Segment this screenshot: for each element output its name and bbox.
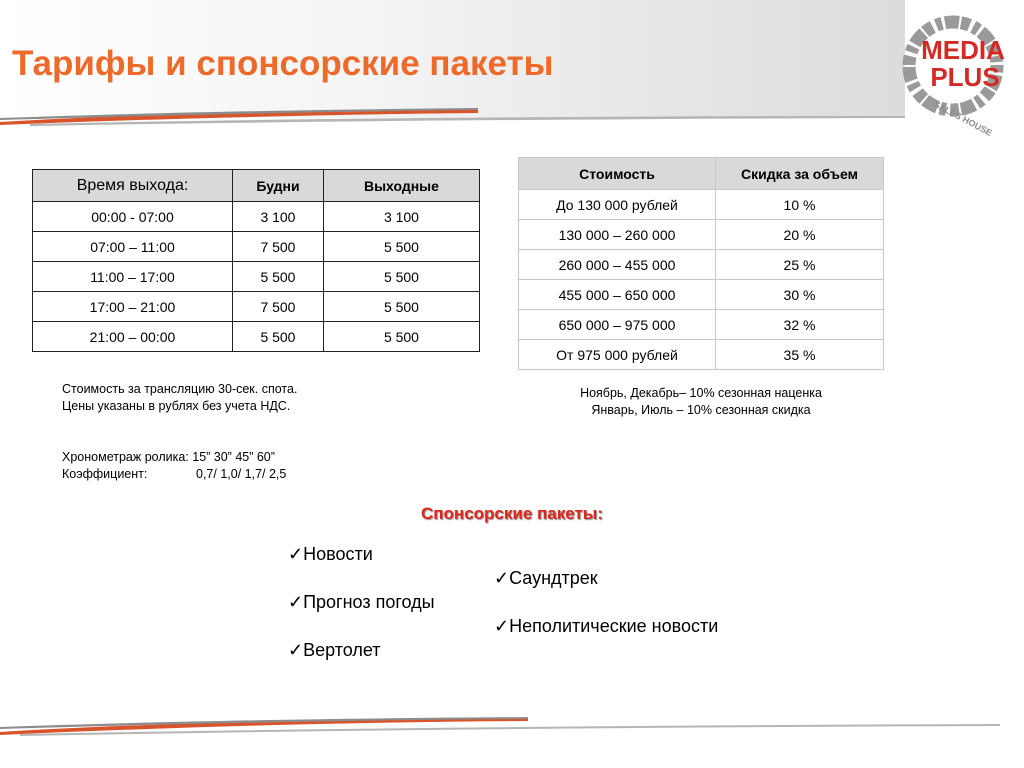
discount-header-row [519,158,884,190]
sponsor-item-soundtrack: ✓Саундтрек [494,568,598,588]
table-row [519,280,884,310]
header-swoosh [0,104,1024,128]
tariff-weekend-cell: 5 500 [323,292,479,322]
tariff-weekend-cell: 3 100 [323,202,479,232]
seasonal-notes [518,385,884,419]
footer-swoosh [0,712,1024,736]
tariff-time-cell: 07:00 – 11:00 [33,232,233,262]
table-row [519,190,884,220]
note-duration: Хронометраж ролика: 15” 30” 45” 60” [62,450,275,464]
discount-table [518,157,884,370]
tariff-weekday-cell: 5 500 [233,322,324,352]
tariff-header-time: Время выхода: [33,170,233,202]
sponsor-item-helicopter: ✓Вертолет [288,640,381,660]
note-coefficient-values: 0,7/ 1,0/ 1,7/ 2,5 [196,467,287,481]
discount-header-cost: Стоимость [519,158,716,190]
tariff-time-cell: 21:00 – 00:00 [33,322,233,352]
table-row [519,340,884,370]
tariff-weekday-cell: 3 100 [233,202,324,232]
price-notes [62,381,297,415]
tariff-weekday-cell: 5 500 [233,262,324,292]
duration-notes [62,449,286,483]
sponsor-item-weather: ✓Прогноз погоды [288,592,435,612]
discount-cost-cell: От 975 000 рублей [519,340,716,370]
discount-percent-cell: 32 % [716,310,884,340]
tariff-table [32,169,480,352]
discount-cost-cell: 455 000 – 650 000 [519,280,716,310]
tariff-time-cell: 17:00 – 21:00 [33,292,233,322]
discount-percent-cell: 35 % [716,340,884,370]
logo-tagline: SALES HOUSE [932,98,994,139]
table-row [519,220,884,250]
tariff-time-cell: 11:00 – 17:00 [33,262,233,292]
discount-cost-cell: 260 000 – 455 000 [519,250,716,280]
discount-header-volume: Скидка за объем [716,158,884,190]
discount-percent-cell: 10 % [716,190,884,220]
tariff-weekday-cell: 7 500 [233,292,324,322]
tariff-weekend-cell: 5 500 [323,232,479,262]
tariff-time-cell: 00:00 - 07:00 [33,202,233,232]
sponsor-item-nonpolitical-news: ✓Неполитические новости [494,616,719,636]
discount-percent-cell: 30 % [716,280,884,310]
page-title: Тарифы и спонсорские пакеты [12,44,554,83]
note-coefficient-label: Коэффициент: [62,467,148,481]
tariff-header-weekdays: Будни [233,170,324,202]
note-vat: Цены указаны в рублях без учета НДС. [62,399,291,413]
discount-percent-cell: 20 % [716,220,884,250]
table-row [33,202,480,232]
tariff-weekend-cell: 5 500 [323,262,479,292]
tariff-weekend-cell: 5 500 [323,322,479,352]
seasonal-markup: Ноябрь, Декабрь– 10% сезонная наценка [580,386,822,400]
discount-cost-cell: До 130 000 рублей [519,190,716,220]
sponsor-packages-title: Спонсорские пакеты: [421,504,603,523]
media-plus-logo [903,14,1007,139]
logo-plus-text: PLUS [930,62,1000,92]
note-coefficient-row [62,466,286,483]
sponsor-item-news: ✓Новости [288,544,373,564]
table-row [519,310,884,340]
note-spot-cost: Стоимость за трансляцию 30-сек. спота. [62,382,298,396]
discount-percent-cell: 25 % [716,250,884,280]
tariff-header-weekends: Выходные [323,170,479,202]
table-row [33,292,480,322]
table-row [33,232,480,262]
discount-cost-cell: 650 000 – 975 000 [519,310,716,340]
tariff-weekday-cell: 7 500 [233,232,324,262]
logo-media-text: MEDIA [921,35,1005,65]
tariff-header-row [33,170,480,202]
table-row [519,250,884,280]
seasonal-discount: Январь, Июль – 10% сезонная скидка [591,403,811,417]
table-row [33,322,480,352]
table-row [33,262,480,292]
discount-cost-cell: 130 000 – 260 000 [519,220,716,250]
